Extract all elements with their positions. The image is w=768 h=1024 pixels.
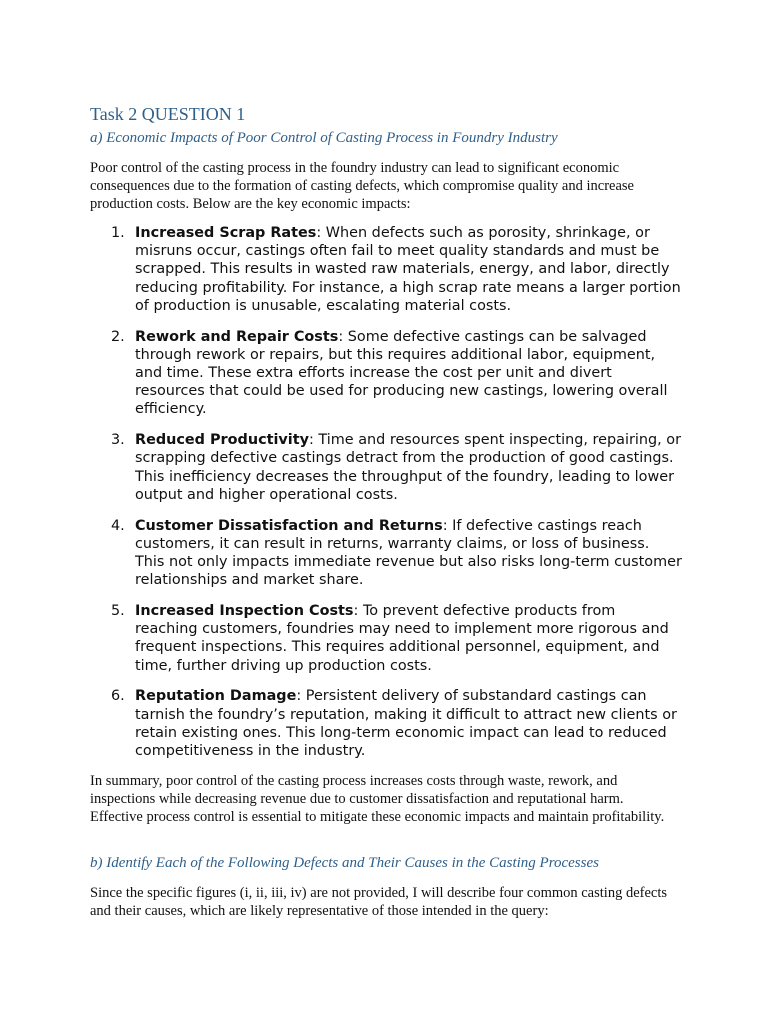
list-item-title: Rework and Repair Costs [135, 328, 339, 345]
list-item [90, 687, 682, 760]
list-item [90, 328, 682, 419]
intro-paragraph: Poor control of the casting process in the foundry industry can lead to significant economic consequences due to the formation of casting defects, which compromise quality and increase production costs. Below are the key economic impacts: [90, 160, 634, 212]
list-item-number: 1. [111, 225, 125, 241]
list-item-title: Reduced Productivity [135, 432, 309, 449]
list-item-number: 4. [111, 517, 125, 534]
list-item-title: Customer Dissatisfaction and Returns [135, 517, 443, 534]
summary-paragraph: In summary, poor control of the casting process increases costs through waste, rework, and inspections while decreasing revenue due to customer dissatisfaction and reputational harm. Effective process control is essential to mitigate these economic impacts and maintain profitability. [90, 773, 665, 825]
list-item-number: 5. [111, 603, 125, 620]
section-b-paragraph: Since the specific figures (i, ii, iii, iv) are not provided, I will describe four common casting defects and their causes, which are likely representative of those intended in the query: [90, 885, 668, 919]
list-item-text: : To prevent defective products from reaching customers, foundries may need to implement more rigorous and frequent inspections. This requires additional personnel, equipment, and time, further driving up production costs. [135, 603, 669, 674]
list-item-text: : Persistent delivery of substandard castings can tarnish the foundry’s reputation, making it difficult to attract new clients or retain existing ones. This long-term economic impact can lead to reduced competitiveness in the industry. [135, 688, 677, 760]
list-item [90, 602, 682, 675]
list-item-number: 6. [111, 688, 125, 705]
list-item-title: Reputation Damage [135, 688, 297, 705]
list-item [90, 431, 682, 504]
list-item-text: : Some defective castings can be salvaged through rework or repairs, but this requires additional labor, equipment, and time. These extra efforts increase the cost per unit and divert resources that could be used for producing new castings, lowering overall efficiency. [135, 328, 668, 418]
section-a-heading: a) Economic Impacts of Poor Control of Casting Process in Foundry Industry [90, 130, 558, 146]
list-item-text: : If defective castings reach customers, it can result in returns, warranty claims, or loss of business. This not only impacts immediate revenue but also risks long-term customer relationships and market share. [135, 517, 682, 589]
list-item-title: Increased Inspection Costs [135, 603, 354, 620]
list-item [90, 224, 682, 315]
list-item [90, 517, 682, 590]
list-item-text: : When defects such as porosity, shrinkage, or misruns occur, castings often fail to meet quality standards and must be scrapped. This results in wasted raw materials, energy, and labor, directly reducing profitability. For instance, a high scrap rate means a larger portion of production is unusable, escalating material costs. [135, 225, 681, 314]
section-b-heading: b) Identify Each of the Following Defects and Their Causes in the Casting Processes [90, 855, 599, 871]
list-item-number: 3. [111, 432, 125, 449]
list-item-text: : Time and resources spent inspecting, repairing, or scrapping defective castings detract from the production of good castings. This inefficiency decreases the throughput of the foundry, leading to lower output and higher operational costs. [135, 432, 681, 503]
task-heading: Task 2 QUESTION 1 [90, 104, 246, 124]
economic-impacts-list [90, 224, 682, 773]
list-item-number: 2. [111, 328, 125, 345]
list-item-title: Increased Scrap Rates [135, 225, 317, 241]
